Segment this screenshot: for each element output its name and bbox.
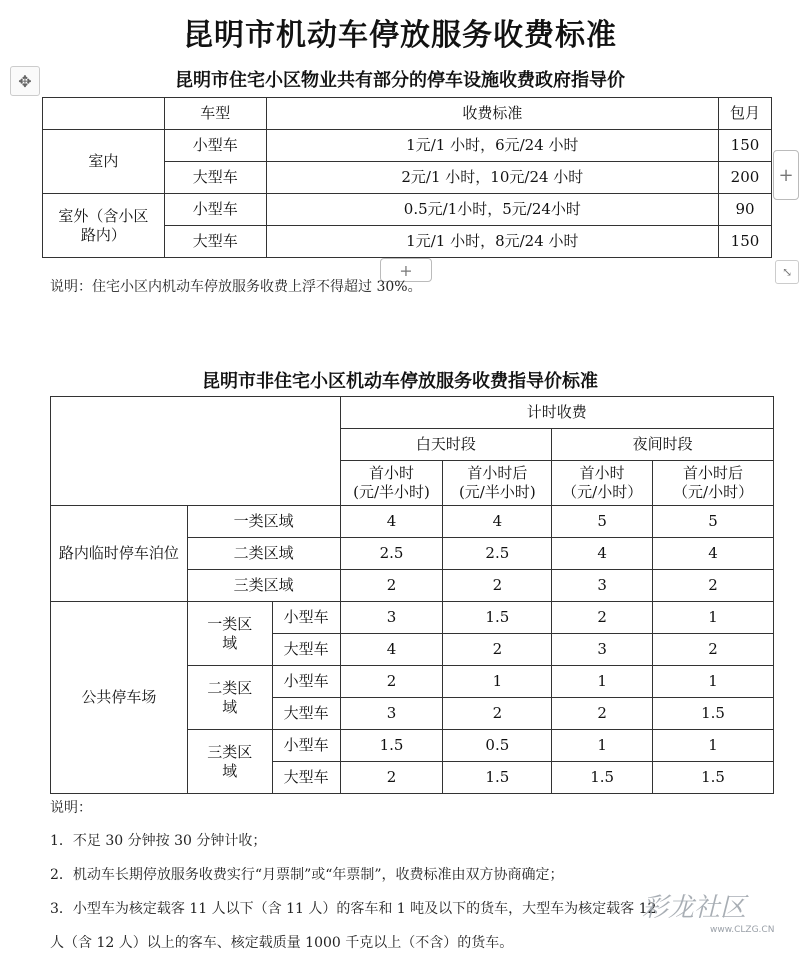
value-cell: 5 bbox=[552, 506, 653, 538]
group-cell: 室外（含小区路内） bbox=[43, 194, 165, 258]
monthly-cell: 90 bbox=[719, 194, 772, 226]
value-cell: 2 bbox=[340, 570, 443, 602]
value-cell: 2 bbox=[340, 666, 443, 698]
group-cell: 室内 bbox=[43, 130, 165, 194]
value-cell: 0.5 bbox=[443, 730, 552, 762]
type-cell: 大型车 bbox=[272, 634, 340, 666]
monthly-cell: 200 bbox=[719, 162, 772, 194]
timed-header: 计时收费 bbox=[340, 397, 773, 429]
value-cell: 2 bbox=[443, 634, 552, 666]
plus-icon: + bbox=[778, 164, 794, 186]
value-cell: 5 bbox=[653, 506, 774, 538]
value-cell: 1.5 bbox=[443, 602, 552, 634]
value-cell: 2.5 bbox=[443, 538, 552, 570]
value-cell: 4 bbox=[552, 538, 653, 570]
fee-cell: 0.5元/1小时，5元/24小时 bbox=[266, 194, 718, 226]
header-cell: 车型 bbox=[164, 98, 266, 130]
value-cell: 3 bbox=[340, 602, 443, 634]
note-line: 人（含 12 人）以上的客车、核定载质量 1000 千克以上（不含）的货车。 bbox=[50, 935, 514, 951]
type-cell: 小型车 bbox=[164, 130, 266, 162]
sub-header: 首小时 （元/小时） bbox=[552, 461, 653, 506]
value-cell: 3 bbox=[552, 570, 653, 602]
sub-header: 首小时后 (元/半小时) bbox=[443, 461, 552, 506]
page-title: 昆明市机动车停放服务收费标准 bbox=[183, 18, 617, 53]
value-cell: 1.5 bbox=[653, 698, 774, 730]
value-cell: 1 bbox=[443, 666, 552, 698]
svg-text:www.CLZG.CN: www.CLZG.CN bbox=[710, 925, 775, 935]
value-cell: 1 bbox=[653, 730, 774, 762]
section1-title: 昆明市住宅小区物业共有部分的停车设施收费政府指导价 bbox=[175, 70, 625, 91]
site-watermark bbox=[640, 888, 790, 938]
table-row bbox=[51, 602, 774, 634]
monthly-cell: 150 bbox=[719, 226, 772, 258]
type-cell: 小型车 bbox=[272, 666, 340, 698]
value-cell: 2 bbox=[653, 634, 774, 666]
value-cell: 2 bbox=[552, 698, 653, 730]
note-line: 1．不足 30 分钟按 30 分钟计收； bbox=[50, 833, 267, 849]
type-cell: 大型车 bbox=[272, 762, 340, 794]
zone-cell: 二类区域 bbox=[187, 666, 272, 730]
zone-cell: 三类区域 bbox=[187, 570, 340, 602]
sub-header: 首小时 (元/半小时) bbox=[340, 461, 443, 506]
type-cell: 大型车 bbox=[164, 226, 266, 258]
fee-cell: 1元/1 小时，8元/24 小时 bbox=[266, 226, 718, 258]
notes-heading: 说明： bbox=[50, 800, 92, 816]
type-cell: 小型车 bbox=[272, 730, 340, 762]
zone-cell: 一类区域 bbox=[187, 602, 272, 666]
zone-cell: 一类区域 bbox=[187, 506, 340, 538]
type-cell: 大型车 bbox=[164, 162, 266, 194]
value-cell: 2 bbox=[443, 698, 552, 730]
residential-fee-table bbox=[42, 97, 772, 258]
type-cell: 小型车 bbox=[272, 602, 340, 634]
zone-cell: 二类区域 bbox=[187, 538, 340, 570]
value-cell: 4 bbox=[340, 634, 443, 666]
value-cell: 1.5 bbox=[340, 730, 443, 762]
corner-cell bbox=[51, 397, 341, 506]
value-cell: 2 bbox=[653, 570, 774, 602]
value-cell: 1 bbox=[653, 666, 774, 698]
resize-icon[interactable]: ⤡ bbox=[775, 260, 799, 284]
value-cell: 1.5 bbox=[443, 762, 552, 794]
value-cell: 2 bbox=[552, 602, 653, 634]
type-cell: 小型车 bbox=[164, 194, 266, 226]
value-cell: 3 bbox=[340, 698, 443, 730]
non-residential-fee-table bbox=[50, 396, 774, 794]
value-cell: 1.5 bbox=[552, 762, 653, 794]
move-icon[interactable]: ✥ bbox=[10, 66, 40, 96]
zone-cell: 三类区域 bbox=[187, 730, 272, 794]
table-row bbox=[51, 506, 774, 538]
table-header-row bbox=[51, 397, 774, 429]
note-line: 2．机动车长期停放服务收费实行“月票制”或“年票制”，收费标准由双方协商确定； bbox=[50, 867, 564, 883]
monthly-cell: 150 bbox=[719, 130, 772, 162]
header-cell bbox=[43, 98, 165, 130]
road-label: 路内临时停车泊位 bbox=[51, 506, 188, 602]
section1-note: 说明：住宅小区内机动车停放服务收费上浮不得超过 30%。 bbox=[50, 279, 422, 295]
add-column-button[interactable] bbox=[773, 150, 799, 200]
value-cell: 2.5 bbox=[340, 538, 443, 570]
sub-header: 首小时后 （元/小时） bbox=[653, 461, 774, 506]
table-header-row bbox=[43, 98, 772, 130]
value-cell: 4 bbox=[443, 506, 552, 538]
value-cell: 2 bbox=[340, 762, 443, 794]
night-header: 夜间时段 bbox=[552, 429, 774, 461]
header-cell: 收费标准 bbox=[266, 98, 718, 130]
value-cell: 1 bbox=[653, 602, 774, 634]
fee-cell: 2元/1 小时，10元/24 小时 bbox=[266, 162, 718, 194]
value-cell: 2 bbox=[443, 570, 552, 602]
plus-icon: + bbox=[399, 260, 413, 280]
value-cell: 4 bbox=[653, 538, 774, 570]
value-cell: 1 bbox=[552, 730, 653, 762]
svg-text:彩龙社区: 彩龙社区 bbox=[642, 893, 747, 923]
header-cell: 包月 bbox=[719, 98, 772, 130]
value-cell: 3 bbox=[552, 634, 653, 666]
value-cell: 4 bbox=[340, 506, 443, 538]
table-row bbox=[43, 194, 772, 226]
public-label: 公共停车场 bbox=[51, 602, 188, 794]
note-line: 3．小型车为核定载客 11 人以下（含 11 人）的客车和 1 吨及以下的货车，大型车为核定载客 12 bbox=[50, 901, 657, 917]
table-row bbox=[43, 130, 772, 162]
type-cell: 大型车 bbox=[272, 698, 340, 730]
section2-title: 昆明市非住宅小区机动车停放服务收费指导价标准 bbox=[202, 371, 598, 392]
value-cell: 1.5 bbox=[653, 762, 774, 794]
day-header: 白天时段 bbox=[340, 429, 552, 461]
value-cell: 1 bbox=[552, 666, 653, 698]
fee-cell: 1元/1 小时，6元/24 小时 bbox=[266, 130, 718, 162]
